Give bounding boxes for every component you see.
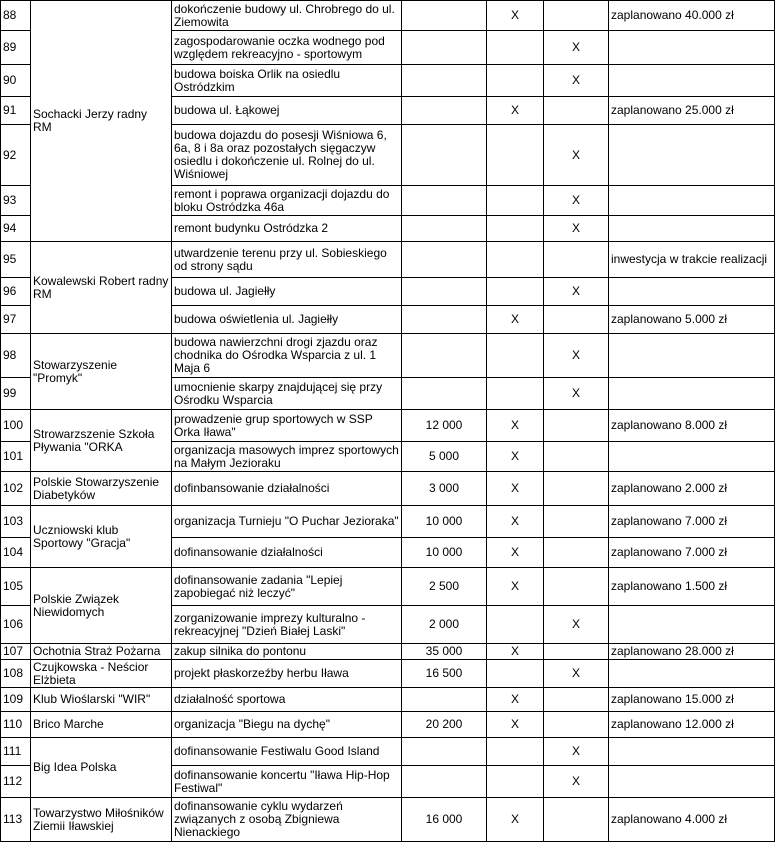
task-description: budowa oświetlenia ul. Jagiełły [172,306,402,334]
note: zaplanowano 12.000 zł [609,712,775,738]
requested-amount: 16 000 [402,798,487,842]
mark-column-2: X [544,186,609,216]
row-number: 99 [1,378,31,410]
task-description: dofinansowanie zadania "Lepiej zapobiegać niż leczyć" [172,568,402,606]
row-number: 111 [1,738,31,766]
row-number: 105 [1,568,31,606]
requested-amount [402,278,487,306]
row-number: 88 [1,1,31,31]
requested-amount [402,334,487,378]
table-row [1,472,775,506]
task-description: umocnienie skarpy znajdującej się przy Ośrodku Wsparcia [172,378,402,410]
mark-column-1 [487,738,544,766]
requested-amount [402,31,487,65]
mark-column-2 [544,97,609,125]
note [609,606,775,644]
task-description: utwardzenie terenu przy ul. Sobieskiego od strony sądu [172,242,402,278]
row-number: 103 [1,506,31,538]
requested-amount [402,97,487,125]
requested-amount [402,1,487,31]
mark-column-2 [544,568,609,606]
table-row [1,410,775,442]
note [609,216,775,242]
mark-column-2 [544,506,609,538]
mark-column-1: X [487,506,544,538]
note: zaplanowano 4.000 zł [609,798,775,842]
table-row [1,738,775,766]
mark-column-2: X [544,65,609,97]
row-number: 95 [1,242,31,278]
note: zaplanowano 40.000 zł [609,1,775,31]
task-description: dofinansowanie cyklu wydarzeń związanych z osobą Zbigniewa Nienackiego [172,798,402,842]
organization-name: Towarzystwo Miłośników Ziemii Iławskiej [31,798,172,842]
task-description: zakup silnika do pontonu [172,644,402,660]
table-row [1,688,775,712]
mark-column-2: X [544,660,609,688]
note: zaplanowano 1.500 zł [609,568,775,606]
table-row [1,506,775,538]
row-number: 113 [1,798,31,842]
requested-amount: 20 200 [402,712,487,738]
mark-column-2 [544,688,609,712]
table-row [1,798,775,842]
mark-column-1 [487,334,544,378]
mark-column-1: X [487,568,544,606]
requested-amount [402,65,487,97]
mark-column-1: X [487,410,544,442]
mark-column-2: X [544,606,609,644]
task-description: dokończenie budowy ul. Chrobrego do ul. Ziemowita [172,1,402,31]
row-number: 108 [1,660,31,688]
row-number: 90 [1,65,31,97]
mark-column-2 [544,306,609,334]
note [609,378,775,410]
note: zaplanowano 2.000 zł [609,472,775,506]
mark-column-1 [487,378,544,410]
organization-name: Strowarzszenie Szkoła Pływania "ORKA [31,410,172,472]
mark-column-2: X [544,334,609,378]
mark-column-1: X [487,712,544,738]
mark-column-2 [544,712,609,738]
organization-name: Stowarzyszenie "Promyk" [31,334,172,410]
mark-column-1: X [487,798,544,842]
requested-amount: 5 000 [402,442,487,472]
task-description: działalność sportowa [172,688,402,712]
row-number: 107 [1,644,31,660]
mark-column-1: X [487,538,544,568]
mark-column-1 [487,65,544,97]
mark-column-2 [544,410,609,442]
task-description: remont i poprawa organizacji dojazdu do bloku Ostródzka 46a [172,186,402,216]
mark-column-1 [487,125,544,186]
organization-name: Kowalewski Robert radny RM [31,242,172,334]
note [609,186,775,216]
mark-column-1 [487,606,544,644]
requested-amount: 16 500 [402,660,487,688]
mark-column-1 [487,660,544,688]
requested-amount [402,688,487,712]
row-number: 96 [1,278,31,306]
row-number: 91 [1,97,31,125]
table-row [1,334,775,378]
mark-column-2: X [544,31,609,65]
requested-amount [402,738,487,766]
requested-amount [402,186,487,216]
note [609,31,775,65]
task-description: budowa dojazdu do posesji Wiśniowa 6, 6a, 8 i 8a oraz pozostałych sięgaczyw osiedlu i dokończenie ul. Rolnej do ul. Wiśniowej [172,125,402,186]
task-description: organizacja Turnieju "O Puchar Jezioraka" [172,506,402,538]
row-number: 110 [1,712,31,738]
mark-column-1: X [487,688,544,712]
mark-column-1: X [487,442,544,472]
row-number: 101 [1,442,31,472]
requested-amount: 3 000 [402,472,487,506]
table-row [1,1,775,31]
note: inwestycja w trakcie realizacji [609,242,775,278]
mark-column-2 [544,472,609,506]
table-row [1,568,775,606]
requested-amount: 10 000 [402,506,487,538]
requested-amount: 35 000 [402,644,487,660]
mark-column-1: X [487,472,544,506]
task-description: projekt płaskorzeźby herbu Iława [172,660,402,688]
note [609,766,775,798]
task-description: remont budynku Ostródzka 2 [172,216,402,242]
note [609,660,775,688]
note: zaplanowano 7.000 zł [609,538,775,568]
note [609,65,775,97]
task-description: dofinansowanie działalności [172,538,402,568]
requested-amount: 2 000 [402,606,487,644]
task-description: prowadzenie grup sportowych w SSP Orka Iława" [172,410,402,442]
mark-column-2: X [544,278,609,306]
mark-column-2 [544,644,609,660]
mark-column-1: X [487,644,544,660]
mark-column-1 [487,242,544,278]
organization-name: Sochacki Jerzy radny RM [31,1,172,242]
row-number: 100 [1,410,31,442]
requested-amount [402,378,487,410]
mark-column-1 [487,216,544,242]
row-number: 102 [1,472,31,506]
mark-column-1: X [487,97,544,125]
task-description: zorganizowanie imprezy kulturalno - rekreacyjnej "Dzień Białej Laski" [172,606,402,644]
note [609,738,775,766]
task-description: budowa nawierzchni drogi zjazdu oraz chodnika do Ośrodka Wsparcia z ul. 1 Maja 6 [172,334,402,378]
organization-name: Polskie Stowarzyszenie Diabetyków [31,472,172,506]
note: zaplanowano 28.000 zł [609,644,775,660]
table-row [1,660,775,688]
task-description: zagospodarowanie oczka wodnego pod względem rekreacyjno - sportowym [172,31,402,65]
mark-column-2: X [544,378,609,410]
row-number: 97 [1,306,31,334]
note [609,334,775,378]
task-description: dofinansowanie Festiwalu Good Island [172,738,402,766]
row-number: 94 [1,216,31,242]
row-number: 109 [1,688,31,712]
mark-column-2 [544,442,609,472]
row-number: 92 [1,125,31,186]
mark-column-1 [487,186,544,216]
requested-amount [402,125,487,186]
mark-column-1: X [487,306,544,334]
note [609,125,775,186]
task-description: organizacja masowych imprez sportowych na Małym Jezioraku [172,442,402,472]
note: zaplanowano 15.000 zł [609,688,775,712]
table-row [1,242,775,278]
task-description: budowa ul. Łąkowej [172,97,402,125]
mark-column-2: X [544,766,609,798]
organization-name: Uczniowski klub Sportowy "Gracja" [31,506,172,568]
row-number: 98 [1,334,31,378]
row-number: 89 [1,31,31,65]
organization-name: Polskie Związek Niewidomych [31,568,172,644]
mark-column-2 [544,242,609,278]
mark-column-1 [487,278,544,306]
mark-column-2: X [544,216,609,242]
note: zaplanowano 7.000 zł [609,506,775,538]
note: zaplanowano 25.000 zł [609,97,775,125]
mark-column-2: X [544,125,609,186]
requested-amount [402,306,487,334]
table-row [1,712,775,738]
organization-name: Klub Wioślarski "WIR" [31,688,172,712]
task-description: budowa boiska Orlik na osiedlu Ostródzkim [172,65,402,97]
task-description: dofinbansowanie działalności [172,472,402,506]
note [609,442,775,472]
table-row [1,644,775,660]
organization-name: Czujkowska - Neścior Elżbieta [31,660,172,688]
organization-name: Brico Marche [31,712,172,738]
requested-amount [402,766,487,798]
task-description: organizacja "Biegu na dychę" [172,712,402,738]
task-description: budowa ul. Jagiełły [172,278,402,306]
mark-column-1 [487,766,544,798]
mark-column-2: X [544,738,609,766]
mark-column-2 [544,798,609,842]
organization-name: Ochotnia Straż Pożarna [31,644,172,660]
row-number: 106 [1,606,31,644]
requested-amount: 12 000 [402,410,487,442]
row-number: 104 [1,538,31,568]
task-description: dofinansowanie koncertu "Iława Hip-Hop Festiwal" [172,766,402,798]
note [609,278,775,306]
mark-column-2 [544,538,609,568]
requested-amount [402,242,487,278]
requested-amount [402,216,487,242]
mark-column-1 [487,31,544,65]
mark-column-2 [544,1,609,31]
requested-amount: 2 500 [402,568,487,606]
organization-name: Big Idea Polska [31,738,172,798]
requested-amount: 10 000 [402,538,487,568]
note: zaplanowano 8.000 zł [609,410,775,442]
row-number: 93 [1,186,31,216]
note: zaplanowano 5.000 zł [609,306,775,334]
row-number: 112 [1,766,31,798]
mark-column-1: X [487,1,544,31]
